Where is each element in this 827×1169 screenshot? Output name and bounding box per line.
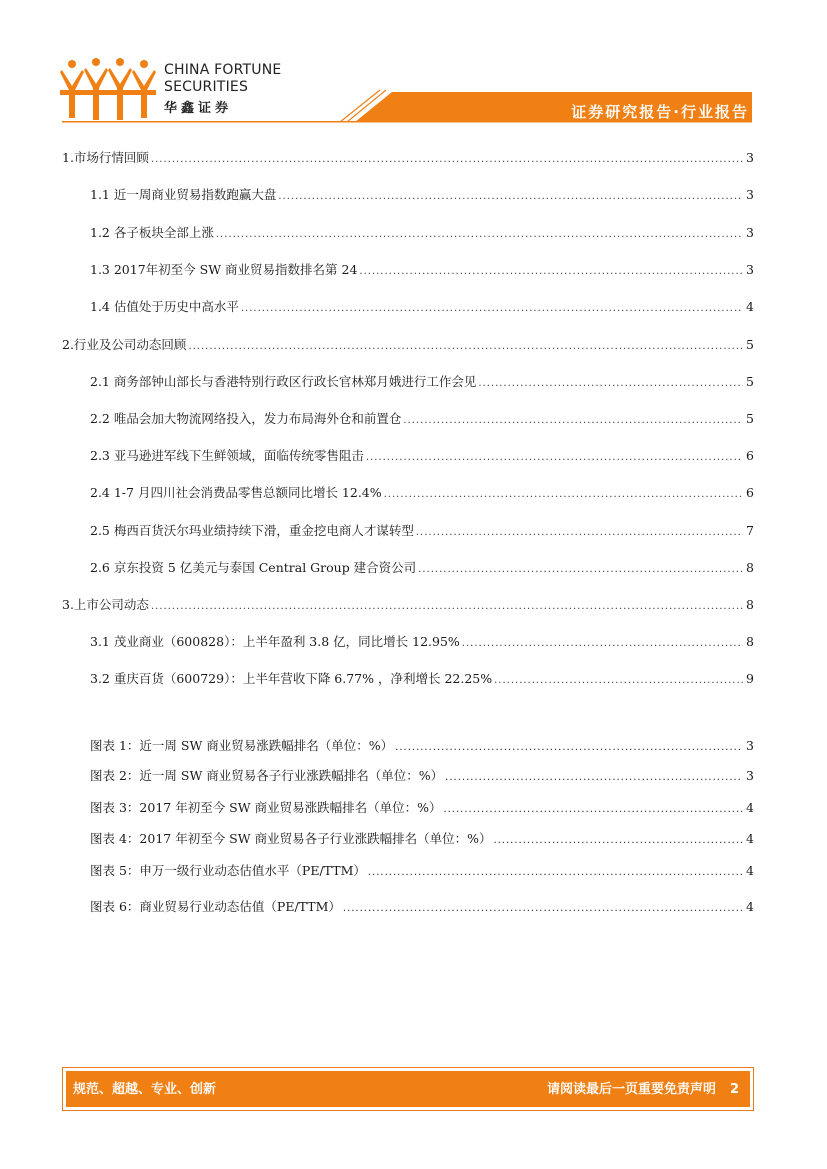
toc-entry[interactable] <box>90 446 754 470</box>
toc-leader <box>494 675 743 686</box>
figure-leader <box>443 804 743 815</box>
toc-entry-page: 8 <box>746 634 754 649</box>
figure-entry-label: 图表 6：商业贸易行业动态估值（PE/TTM） <box>90 899 341 914</box>
toc-entry[interactable] <box>90 558 754 582</box>
toc-entry-page: 8 <box>746 560 754 575</box>
company-name-en-line2: SECURITIES <box>164 79 249 95</box>
figure-entry-page: 4 <box>746 899 754 914</box>
toc-leader <box>151 601 743 612</box>
toc-entry-label: 3.上市公司动态 <box>62 597 149 612</box>
toc-entry-label: 1.市场行情回顾 <box>62 150 149 165</box>
figure-list-entry[interactable] <box>90 897 754 919</box>
figure-entry-label: 图表 2：近一周 SW 商业贸易各子行业涨跌幅排名（单位：%） <box>90 768 444 783</box>
page-footer <box>62 1067 754 1111</box>
toc-entry[interactable] <box>90 409 754 433</box>
toc-leader <box>188 341 743 352</box>
toc-entry[interactable] <box>62 335 754 359</box>
toc-entry-page: 6 <box>746 485 754 500</box>
toc-entry-page: 5 <box>746 337 754 352</box>
toc-leader <box>462 638 743 649</box>
toc-leader <box>384 489 743 500</box>
figure-list-entry[interactable] <box>90 829 754 851</box>
figure-entry-label: 图表 4：2017 年初至今 SW 商业贸易各子行业涨跌幅排名（单位：%） <box>90 831 492 846</box>
toc-entry[interactable] <box>62 148 754 172</box>
toc-leader <box>359 266 743 277</box>
toc-leader <box>478 378 743 389</box>
footer-disclaimer <box>533 1078 739 1097</box>
toc-entry-page: 3 <box>746 262 754 277</box>
figure-leader <box>368 867 743 878</box>
toc-entry[interactable] <box>90 260 754 284</box>
company-name-cn: 华鑫证券 <box>164 101 233 116</box>
toc-entry-page: 7 <box>746 523 754 538</box>
figure-entry-label: 图表 1：近一周 SW 商业贸易涨跌幅排名（单位：%） <box>90 738 394 753</box>
toc-entry-label: 1.1 近一周商业贸易指数跑赢大盘 <box>90 187 277 202</box>
toc-entry-label: 2.行业及公司动态回顾 <box>62 337 187 352</box>
toc-entry-label: 2.3 亚马逊进军线下生鲜领域，面临传统零售阻击 <box>90 448 364 463</box>
toc-entry[interactable] <box>90 483 754 507</box>
toc-leader <box>278 191 743 202</box>
toc-entry-label: 2.5 梅西百货沃尔玛业绩持续下滑，重金挖电商人才谋转型 <box>90 523 414 538</box>
figure-leader <box>343 903 743 914</box>
toc-entry[interactable] <box>90 185 754 209</box>
toc-entry-label: 2.6 京东投资 5 亿美元与泰国 Central Group 建合资公司 <box>90 560 417 575</box>
toc-entry[interactable] <box>90 223 754 247</box>
toc-leader <box>216 229 743 240</box>
figure-entry-page: 3 <box>746 738 754 753</box>
report-type-label: 证券研究报告·行业报告 <box>571 103 749 121</box>
toc-entry[interactable] <box>90 669 754 693</box>
toc-entry-page: 5 <box>746 374 754 389</box>
toc-entry-label: 1.2 各子板块全部上涨 <box>90 225 214 240</box>
figure-leader <box>493 835 743 846</box>
figure-leader <box>395 742 743 753</box>
figure-entry-label: 图表 5：申万一级行业动态估值水平（PE/TTM） <box>90 863 366 878</box>
toc-entry[interactable] <box>90 632 754 656</box>
figure-entry-page: 4 <box>746 831 754 846</box>
figure-entry-page: 4 <box>746 800 754 815</box>
toc-entry-page: 9 <box>746 671 754 686</box>
toc-entry-label: 1.3 2017年初至今 SW 商业贸易指数排名第 24 <box>90 262 358 277</box>
toc-leader <box>366 452 743 463</box>
toc-entry-label: 2.1 商务部钟山部长与香港特别行政区行政长官林郑月娥进行工作会见 <box>90 374 477 389</box>
toc-leader <box>241 303 743 314</box>
toc-entry-label: 3.1 茂业商业（600828）：上半年盈利 3.8 亿，同比增长 12.95% <box>90 634 460 649</box>
toc-entry-page: 3 <box>746 187 754 202</box>
toc-entry-label: 1.4 估值处于历史中高水平 <box>90 299 239 314</box>
toc-entry[interactable] <box>90 521 754 545</box>
toc-entry-page: 6 <box>746 448 754 463</box>
figure-list-entry[interactable] <box>90 861 754 883</box>
toc-entry[interactable] <box>90 297 754 321</box>
toc-leader <box>416 527 743 538</box>
toc-entry-page: 3 <box>746 150 754 165</box>
toc-entry-label: 3.2 重庆百货（600729）：上半年营收下降 6.77% ，净利增长 22.25% <box>90 671 493 686</box>
toc-leader <box>418 564 743 575</box>
toc-entry-label: 2.2 唯品会加大物流网络投入，发力布局海外仓和前置仓 <box>90 411 402 426</box>
figure-list-entry[interactable] <box>90 736 754 758</box>
toc-entry[interactable] <box>62 595 754 619</box>
figure-leader <box>445 772 743 783</box>
footer-disclaimer-text[interactable]: 请阅读最后一页重要免责声明 <box>546 1082 716 1097</box>
toc-leader <box>403 415 743 426</box>
company-name-en-line1: CHINA FORTUNE <box>164 62 282 78</box>
figure-list-entry[interactable] <box>90 766 754 788</box>
toc-entry-page: 4 <box>746 299 754 314</box>
page-header <box>0 0 827 135</box>
toc-entry-page: 8 <box>746 597 754 612</box>
figure-entry-label: 图表 3：2017 年初至今 SW 商业贸易涨跌幅排名（单位：%） <box>90 800 442 815</box>
page-number: 2 <box>729 1082 739 1097</box>
figure-entry-page: 4 <box>746 863 754 878</box>
figure-entry-page: 3 <box>746 768 754 783</box>
toc-entry-page: 3 <box>746 225 754 240</box>
toc-entry-label: 2.4 1-7 月四川社会消费品零售总额同比增长 12.4% <box>90 485 382 500</box>
footer-slogan: 规范、超越、专业、创新 <box>73 1082 217 1097</box>
toc-leader <box>151 154 743 165</box>
toc-entry[interactable] <box>90 372 754 396</box>
toc-entry-page: 5 <box>746 411 754 426</box>
figure-list-entry[interactable] <box>90 798 754 820</box>
